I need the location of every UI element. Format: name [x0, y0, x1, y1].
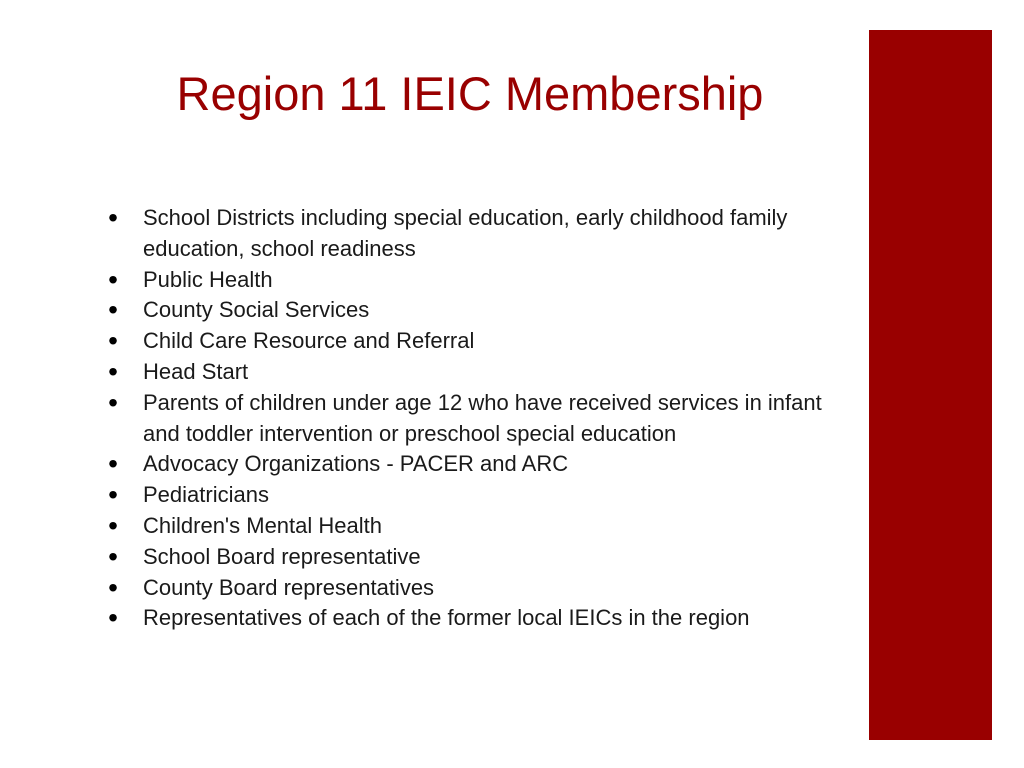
list-item-text: Children's Mental Health: [143, 512, 382, 538]
list-item: [108, 509, 848, 542]
list-item-text: Head Start: [143, 358, 249, 384]
list-item-text: School Districts including special education, early childhood family education, school readiness: [143, 205, 788, 261]
bullet-icon: •: [108, 602, 118, 634]
list-item-text: Advocacy Organizations - PACER and ARC: [143, 451, 569, 477]
list-item-text: Parents of children under age 12 who have received services in infant and toddler intervention or preschool special education: [143, 389, 822, 446]
list-item: [108, 540, 848, 573]
list-item: [108, 602, 848, 634]
bullet-icon: •: [108, 479, 118, 511]
bullet-icon: •: [108, 202, 118, 233]
list-item: [108, 386, 848, 450]
list-item-text: Public Health: [143, 266, 273, 292]
bullet-icon: •: [108, 571, 118, 603]
bullet-icon: •: [108, 294, 118, 326]
list-item: [108, 263, 848, 296]
bullet-icon: •: [108, 509, 118, 541]
list-item: [108, 479, 848, 511]
bullet-icon: •: [108, 448, 118, 480]
list-item: [108, 571, 848, 604]
list-item: [108, 294, 848, 326]
list-item-text: County Board representatives: [143, 574, 435, 600]
bullet-list: [108, 202, 848, 634]
list-item-text: School Board representative: [143, 543, 421, 569]
list-item: [108, 448, 848, 480]
list-item-text: Pediatricians: [143, 482, 269, 508]
slide-title: Region 11 IEIC Membership: [176, 67, 764, 120]
list-item-text: County Social Services: [143, 297, 370, 323]
list-item: [108, 355, 848, 388]
list-item-text: Representatives of each of the former local IEICs in the region: [143, 605, 750, 631]
accent-bar: [869, 30, 992, 740]
bullet-icon: •: [108, 263, 118, 295]
list-item: [108, 325, 848, 357]
bullet-icon: •: [108, 386, 118, 418]
list-item-text: Child Care Resource and Referral: [143, 328, 475, 354]
bullet-icon: •: [108, 540, 118, 572]
bullet-icon: •: [108, 355, 118, 387]
bullet-icon: •: [108, 325, 118, 357]
list-item: [108, 202, 848, 265]
